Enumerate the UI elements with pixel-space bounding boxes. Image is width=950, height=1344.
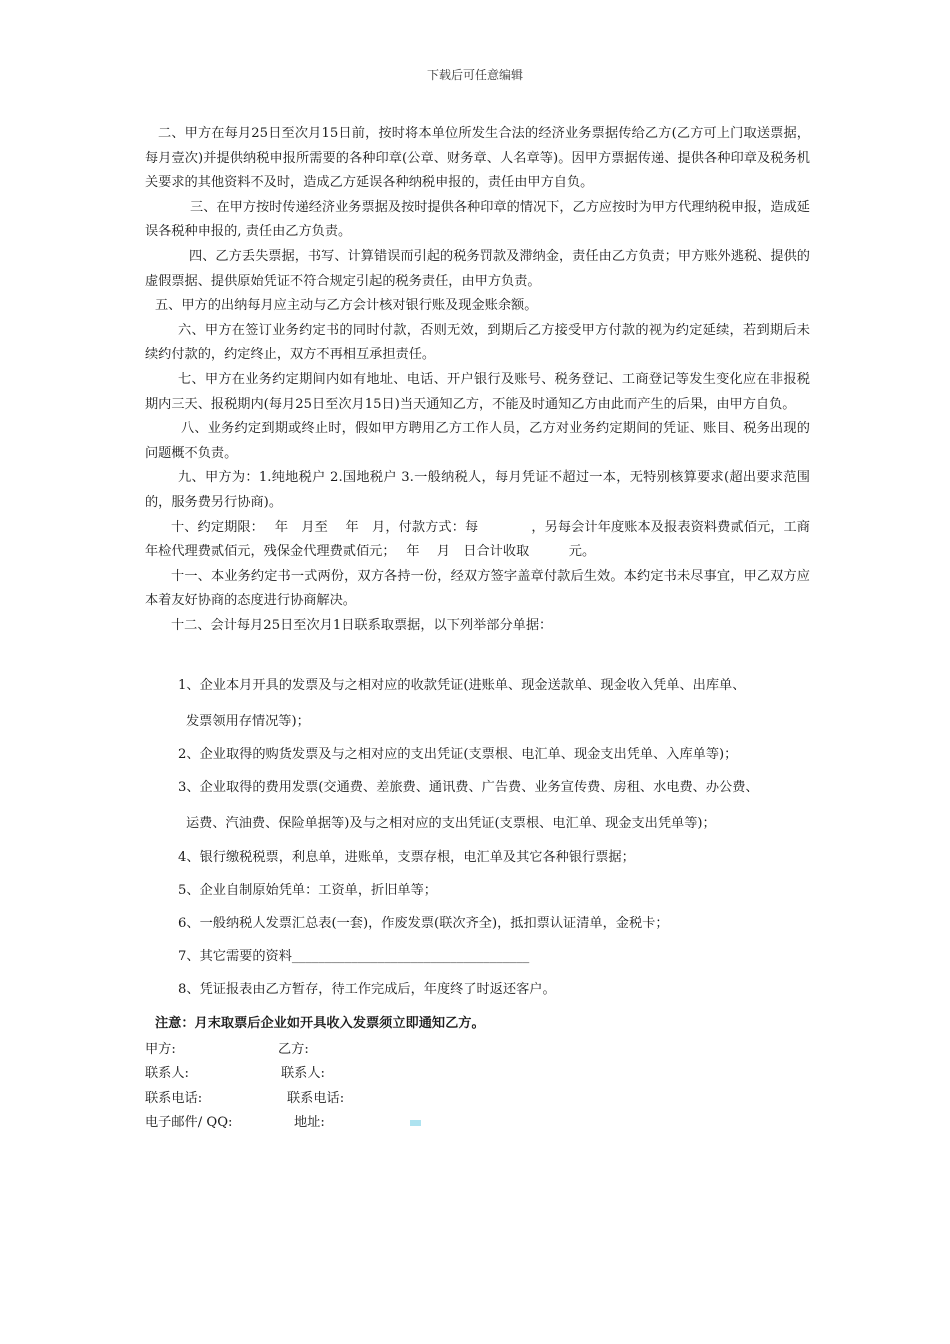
list-item-text: 4、银行缴税税票，利息单，进账单，支票存根，电汇单及其它各种银行票据； xyxy=(178,850,635,865)
contract-body xyxy=(145,122,810,638)
list-item xyxy=(178,879,818,903)
list-item-text: 3、企业取得的费用发票(交通费、差旅费、通讯费、广告费、业务宣传费、房租、水电费、办公费、 xyxy=(178,780,759,795)
party-a-contact-label: 联系人: xyxy=(145,1066,190,1081)
clause-4: 四、乙方丢失票据，书写、计算错误而引起的税务罚款及滞纳金，责任由乙方负责；甲方账外逃税、提供的虚假票据、提供原始凭证不符合规定引起的税务责任，由甲方负责。 xyxy=(145,248,810,289)
clause-2: 二、甲方在每月25日至次月15日前，按时将本单位所发生合法的经济业务票据传给乙方(乙方可上门取送票据，每月壹次)并提供纳税申报所需要的各种印章(公章、财务章、人名章等)。因甲方票据传递、提供各种印章及税务机关要求的其他资料不及时，造成乙方延误各种纳税申报的，责任由甲方自负。 xyxy=(145,126,810,191)
clause-7: 七、甲方在业务约定期间内如有地址、电话、开户银行及账号、税务登记、工商登记等发生变化应在非报税期内三天、报税期内(每月25日至次月15日)当天通知乙方，不能及时通知乙方由此而产生的后果，由甲方自负。 xyxy=(145,371,810,412)
clause-8: 八、业务约定到期或终止时，假如甲方聘用乙方工作人员，乙方对业务约定期间的凭证、账目、税务出现的问题概不负责。 xyxy=(145,421,810,461)
party-a-phone-label: 联系电话: xyxy=(145,1091,203,1106)
list-item-text: 8、凭证报表由乙方暂存，待工作完成后，年度终了时返还客户。 xyxy=(178,982,556,997)
list-item xyxy=(178,776,818,836)
list-item xyxy=(178,978,818,1002)
notice-text: 注意：月末取票后企业如开具收入发票须立即通知乙方。 xyxy=(155,1016,485,1031)
list-item-text: 1、企业本月开具的发票及与之相对应的收款凭证(进账单、现金送款单、现金收入凭单、出库单、 xyxy=(178,678,746,693)
signature-row-party xyxy=(145,1038,545,1060)
clause-9: 九、甲方为：1.纯地税户 2.国地税户 3.一般纳税人，每月凭证不超过一本，无特别核算要求(超出要求范围的，服务费另行协商)。 xyxy=(145,470,810,510)
list-item-continuation: 发票领用存情况等)； xyxy=(186,714,310,729)
clause-5: 五、甲方的出纳每月应主动与乙方会计核对银行账及现金账余额。 xyxy=(155,298,538,314)
list-item-text: 7、其它需要的资料____________________________________ xyxy=(178,949,530,964)
list-item-text: 6、一般纳税人发票汇总表(一套)，作废发票(联次齐全)，抵扣票认证清单，金税卡； xyxy=(178,916,669,931)
clause-11: 十一、本业务约定书一式两份，双方各持一份，经双方签字盖章付款后生效。本约定书未尽事宜，甲乙双方应本着友好协商的态度进行协商解决。 xyxy=(145,568,810,609)
party-b-phone-label: 联系电话: xyxy=(287,1091,345,1106)
list-item-text: 5、企业自制原始凭单：工资单，折旧单等； xyxy=(178,883,437,898)
list-item xyxy=(178,945,818,969)
signature-row-contact xyxy=(145,1062,545,1084)
party-a-email-label: 电子邮件/ QQ: xyxy=(145,1115,233,1130)
party-b-address-label: 地址: xyxy=(294,1115,325,1130)
clause-12: 十二、会计每月25日至次月1日联系取票据，以下列举部分单据： xyxy=(171,617,553,633)
list-item-text: 2、企业取得的购货发票及与之相对应的支出凭证(支票根、电汇单、现金支出凭单、入库单等)； xyxy=(178,747,738,762)
decorative-mark xyxy=(410,1120,421,1126)
page-header: 下载后可任意编辑 xyxy=(426,68,523,82)
clause-6: 六、甲方在签订业务约定书的同时付款，否则无效，到期后乙方接受甲方付款的视为约定延续，若到期后未续约付款的，约定终止，双方不再相互承担责任。 xyxy=(145,322,810,363)
list-item xyxy=(178,846,818,870)
party-b-label: 乙方: xyxy=(278,1042,309,1057)
party-a-label: 甲方: xyxy=(145,1042,176,1057)
signature-row-email xyxy=(145,1111,545,1133)
list-item xyxy=(178,912,818,936)
clause-10: 十、约定期限： 年 月至 年 月，付款方式：每 ，另每会计年度账本及报表资料费贰佰元，工商年检代理费贰佰元，残保金代理费贰佰元； 年 月 日合计收取 元。 xyxy=(145,519,810,560)
list-item xyxy=(178,674,818,734)
clause-3: 三、在甲方按时传递经济业务票据及按时提供各种印章的情况下，乙方应按时为甲方代理纳税申报，造成延误各税种申报的, 责任由乙方负责。 xyxy=(145,199,810,240)
party-b-contact-label: 联系人: xyxy=(281,1066,326,1081)
list-item-continuation: 运费、汽油费、保险单据等)及与之相对应的支出凭证(支票根、电汇单、现金支出凭单等)； xyxy=(186,816,716,831)
signature-row-phone xyxy=(145,1087,545,1109)
list-item xyxy=(178,743,818,767)
